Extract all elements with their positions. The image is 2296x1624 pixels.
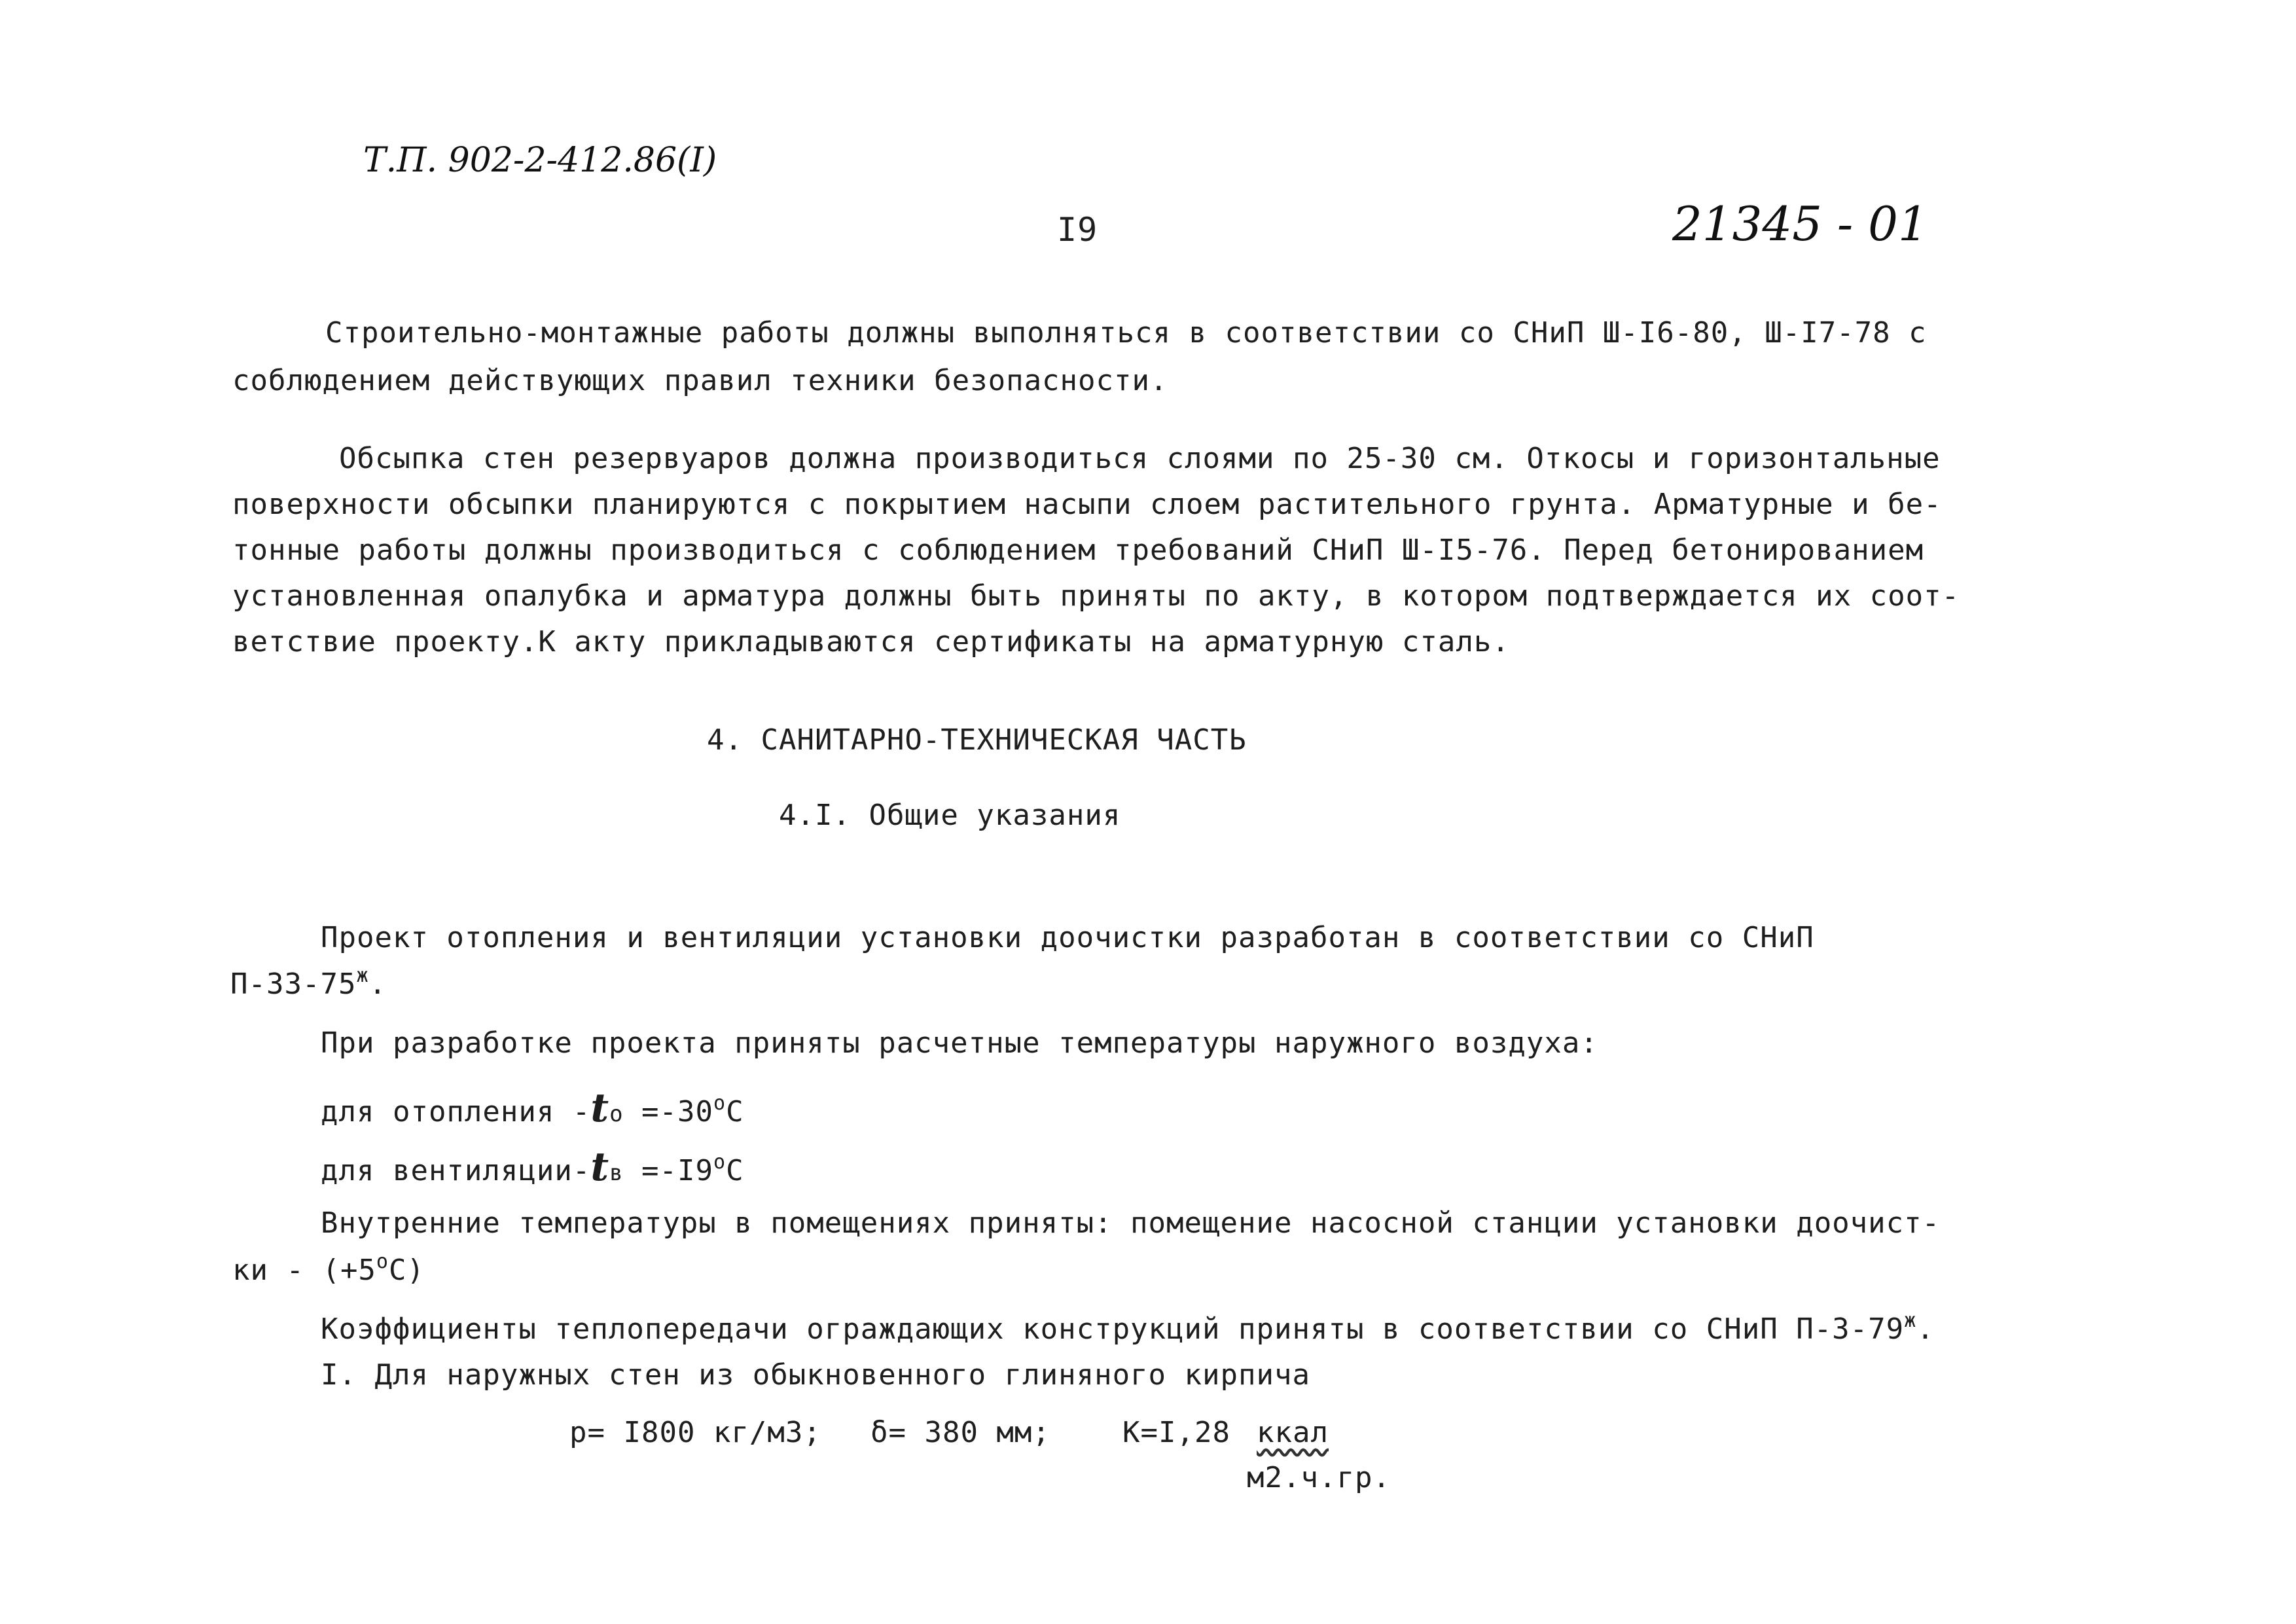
formula-thickness: δ= 380 мм; <box>870 1416 1050 1449</box>
ventilation-symbol: t <box>590 1144 610 1190</box>
para2-line2: поверхности обсыпки планируются с покрытием насыпи слоем растительного грунта. Арматурные и бе- <box>232 488 1942 521</box>
para1-line2: соблюдением действующих правил техники безопасности. <box>232 364 1168 397</box>
heating-unit: С <box>726 1095 744 1128</box>
formula-coefficient: К=I,28 <box>1122 1416 1230 1449</box>
ventilation-subscript: в <box>609 1160 624 1186</box>
para5-line1: Внутренние температуры в помещениях приняты: помещение насосной станции установки доочист- <box>321 1206 1941 1240</box>
para3-line2 <box>230 964 387 1001</box>
para3-line2-end: . <box>368 967 387 1001</box>
para6-line1 <box>321 1309 1935 1346</box>
ventilation-value: =-I9 <box>623 1154 714 1187</box>
para6-sup: ж <box>1904 1309 1917 1332</box>
subsection-heading: 4.I. Общие указания <box>779 799 1121 832</box>
para5-line2-text: ки - (+5 <box>232 1254 376 1287</box>
para3-line1: Проект отопления и вентиляции установки доочистки разработан в соответствии со СНиП <box>321 921 1814 954</box>
ventilation-label: для вентиляции- <box>321 1154 591 1187</box>
para6-text: Коэффициенты теплопередачи ограждающих конструкций приняты в соответствии со СНиП П-3-79 <box>321 1312 1905 1346</box>
item1: I. Для наружных стен из обыкновенного глиняного кирпича <box>321 1358 1310 1392</box>
handwritten-reference: Т.П. 902-2-412.86(I) <box>363 141 717 180</box>
para6-end: . <box>1916 1312 1935 1346</box>
para2-line5: ветствие проекту.К акту прикладываются сертификаты на арматурную сталь. <box>232 625 1510 659</box>
formula-unit-denominator: м2.ч.гр. <box>1247 1461 1391 1494</box>
para3-line2-sup: ж <box>356 964 369 987</box>
heating-subscript: о <box>609 1101 624 1127</box>
handwritten-document-code: 21345 - 01 <box>1672 196 1928 251</box>
heating-label: для отопления - <box>321 1095 591 1128</box>
ventilation-degree: о <box>713 1151 726 1174</box>
para5-degree: о <box>376 1250 389 1273</box>
formula-density: р= I800 кг/м3; <box>569 1416 821 1449</box>
para2-line3: тонные работы должны производиться с соблюдением требований СНиП Ш-I5-76. Перед бетонированием <box>232 533 1924 567</box>
section-heading: 4. САНИТАРНО-ТЕХНИЧЕСКАЯ ЧАСТЬ <box>707 723 1247 757</box>
para5-line2 <box>232 1250 425 1287</box>
heating-symbol: t <box>590 1085 610 1131</box>
ventilation-temperature <box>321 1144 744 1190</box>
page-number: I9 <box>1057 211 1098 249</box>
para5-line2-end: С) <box>388 1254 425 1287</box>
para3-line2-text: П-33-75 <box>230 967 357 1001</box>
formula-unit-numerator: ккал <box>1257 1416 1329 1449</box>
heating-temperature <box>321 1085 744 1131</box>
para2-line4: установленная опалубка и арматура должны быть приняты по акту, в котором подтверждается их соот- <box>232 579 1960 613</box>
para1-line1: Строительно-монтажные работы должны выполняться в соответствии со СНиП Ш-I6-80, Ш-I7-78 с <box>325 316 1927 350</box>
heating-degree: о <box>713 1092 726 1115</box>
ventilation-unit: С <box>726 1154 744 1187</box>
para2-line1: Обсыпка стен резервуаров должна производиться слоями по 25-30 см. Откосы и горизонтальные <box>339 442 1941 475</box>
heating-value: =-30 <box>623 1095 714 1128</box>
para4: При разработке проекта приняты расчетные температуры наружного воздуха: <box>321 1026 1598 1060</box>
